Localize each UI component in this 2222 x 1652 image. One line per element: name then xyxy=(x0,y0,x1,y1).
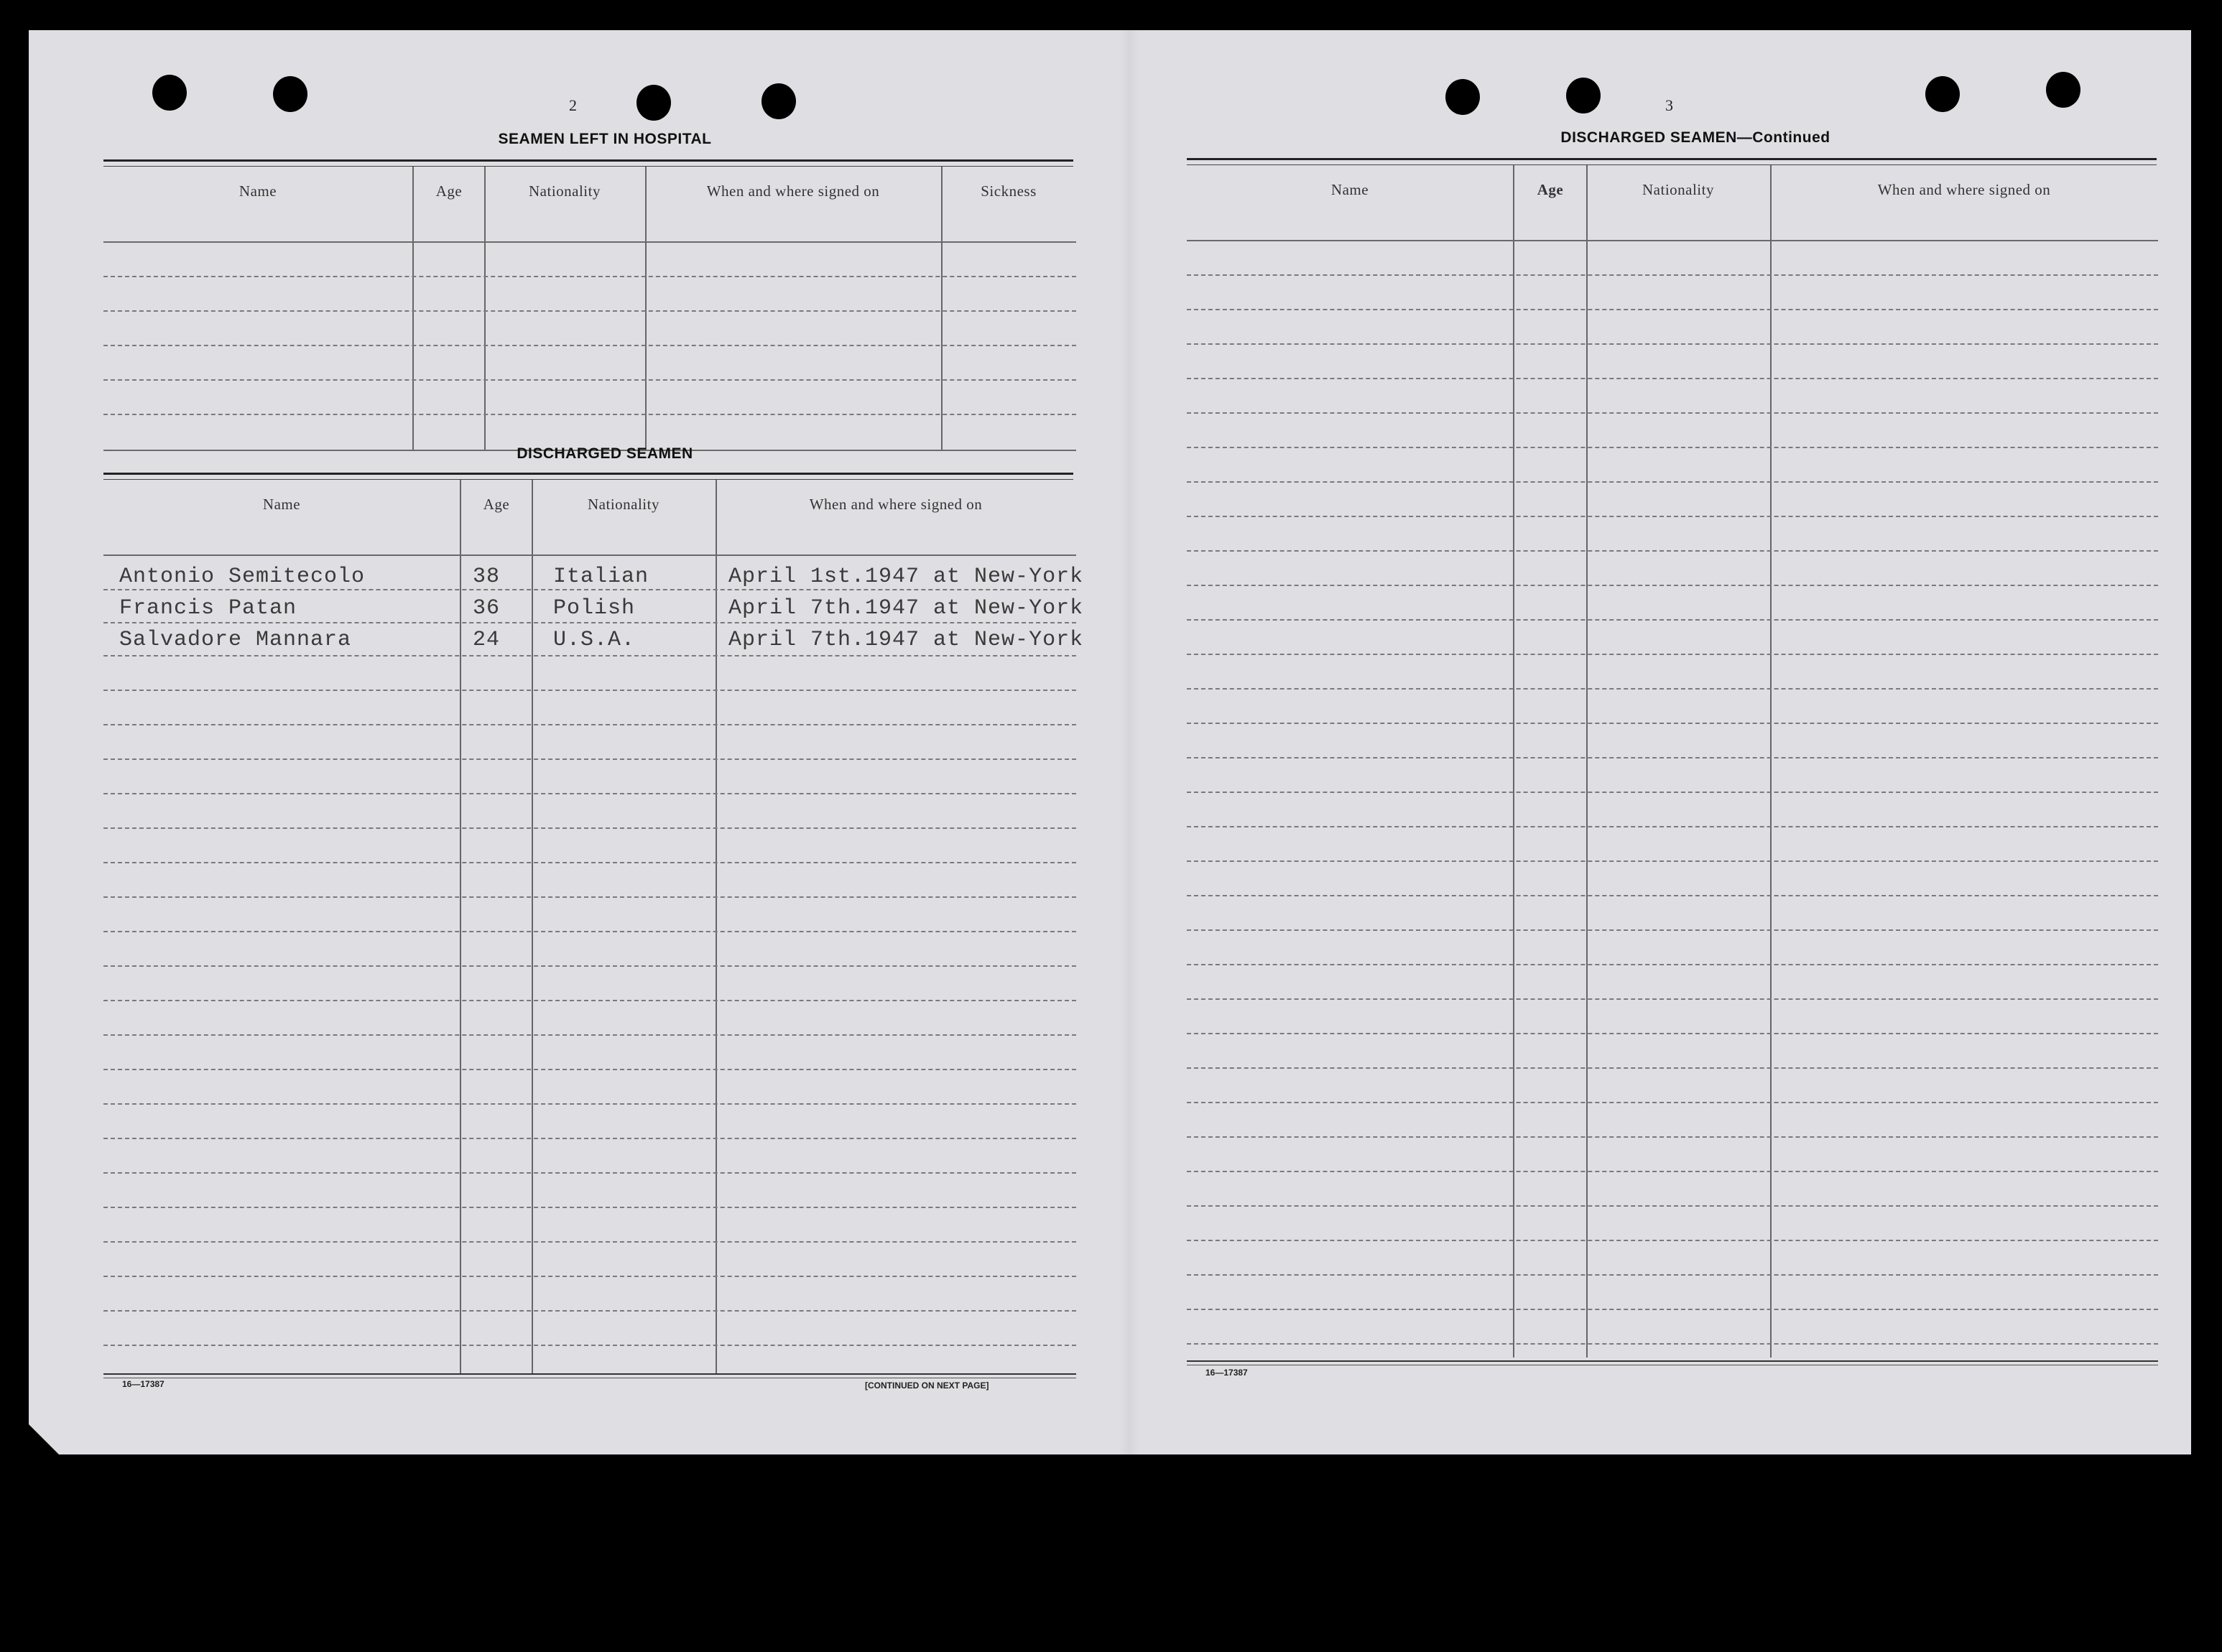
page-number-left: 2 xyxy=(569,96,577,114)
page-fold xyxy=(1119,30,1139,1454)
table-cell-age: 36 xyxy=(473,596,501,621)
row-line xyxy=(1187,964,2158,965)
col-header-signed-on: When and where signed on xyxy=(809,495,983,513)
discharged-continued-table xyxy=(1187,165,2158,1358)
page-number-right: 3 xyxy=(1665,96,1673,114)
punch-hole xyxy=(636,85,671,121)
row-line xyxy=(1187,1033,2158,1034)
row-line xyxy=(1187,274,2158,276)
form-number-right: 16—17387 xyxy=(1205,1368,1248,1378)
row-line xyxy=(1187,516,2158,517)
row-line xyxy=(103,1069,1076,1070)
table-cell-name: Antonio Semitecolo xyxy=(119,565,366,589)
row-line xyxy=(103,758,1076,760)
hospital-table xyxy=(103,167,1076,451)
row-line xyxy=(1187,792,2158,793)
punch-hole xyxy=(273,76,307,112)
table-cell-age: 38 xyxy=(473,565,501,589)
row-line xyxy=(103,1172,1076,1174)
row-line xyxy=(103,1276,1076,1277)
col-header-name: Name xyxy=(262,495,301,513)
row-line xyxy=(1187,1171,2158,1172)
row-line xyxy=(103,931,1076,932)
table-cell-signed-on: April 1st.1947 at New-York xyxy=(728,565,1084,589)
row-line xyxy=(1187,1136,2158,1138)
row-line xyxy=(1187,1205,2158,1207)
row-line xyxy=(1187,550,2158,552)
row-line xyxy=(1187,240,2158,241)
col-header-name: Name xyxy=(1330,180,1369,198)
row-line xyxy=(103,827,1076,829)
col-header-age: Age xyxy=(483,495,510,513)
header-rule xyxy=(1187,158,2157,165)
footer-rule xyxy=(1187,1360,2158,1365)
row-line xyxy=(103,379,1076,381)
row-line xyxy=(1187,929,2158,931)
row-line xyxy=(103,1000,1076,1001)
row-line xyxy=(1187,309,2158,310)
table-cell-nationality: Polish xyxy=(553,596,636,621)
row-line xyxy=(1187,378,2158,379)
row-line xyxy=(103,862,1076,863)
row-line xyxy=(1187,447,2158,448)
row-line xyxy=(1187,1067,2158,1069)
row-line xyxy=(103,896,1076,898)
row-line xyxy=(103,276,1076,277)
continued-note: [CONTINUED ON NEXT PAGE] xyxy=(865,1380,989,1391)
row-line xyxy=(1187,654,2158,655)
row-line xyxy=(103,1103,1076,1105)
row-line xyxy=(1187,412,2158,414)
row-line xyxy=(103,1034,1076,1036)
row-line xyxy=(103,965,1076,967)
row-line xyxy=(103,241,1076,243)
discharged-continued-suffix: —Continued xyxy=(1736,129,1830,146)
footer-rule xyxy=(103,1373,1076,1378)
column-divider xyxy=(941,167,943,451)
row-line xyxy=(1187,723,2158,724)
col-header-signed-on: When and where signed on xyxy=(1877,180,2051,198)
row-line xyxy=(1187,343,2158,345)
row-line xyxy=(103,1310,1076,1312)
column-divider xyxy=(716,480,717,1373)
table-cell-signed-on: April 7th.1947 at New-York xyxy=(728,596,1084,621)
discharged-continued-main: DISCHARGED SEAMEN xyxy=(1560,129,1737,146)
row-line xyxy=(103,690,1076,691)
punch-hole xyxy=(1566,78,1601,113)
discharged-table xyxy=(103,480,1084,1373)
table-cell-name: Salvadore Mannara xyxy=(119,628,352,652)
punch-hole xyxy=(152,75,187,111)
row-line xyxy=(1187,1240,2158,1241)
col-header-sickness: Sickness xyxy=(981,182,1037,200)
row-line xyxy=(103,1207,1076,1208)
row-line xyxy=(1187,585,2158,586)
header-rule xyxy=(103,473,1073,480)
punch-hole xyxy=(762,83,796,119)
row-line xyxy=(103,554,1076,556)
row-line xyxy=(1187,1274,2158,1276)
row-line xyxy=(1187,481,2158,483)
row-line xyxy=(103,414,1076,415)
table-cell-signed-on: April 7th.1947 at New-York xyxy=(728,628,1084,652)
row-line xyxy=(1187,619,2158,621)
row-line xyxy=(103,655,1076,656)
row-line xyxy=(1187,688,2158,690)
row-line xyxy=(103,793,1076,794)
column-divider xyxy=(532,480,533,1373)
col-header-signed-on: When and where signed on xyxy=(706,182,880,200)
document-sheet xyxy=(29,30,2191,1454)
column-divider xyxy=(484,167,486,451)
hospital-section-title: SEAMEN LEFT IN HOSPITAL xyxy=(498,131,712,147)
row-line xyxy=(1187,1309,2158,1310)
col-header-age: Age xyxy=(435,182,463,200)
column-divider xyxy=(412,167,414,451)
col-header-age: Age xyxy=(1537,180,1564,198)
col-header-nationality: Nationality xyxy=(588,495,659,513)
punch-hole xyxy=(1925,76,1960,112)
table-cell-nationality: Italian xyxy=(553,565,649,589)
column-divider xyxy=(645,167,647,451)
row-line xyxy=(103,310,1076,312)
column-divider xyxy=(460,480,461,1373)
discharged-section-title: DISCHARGED SEAMEN xyxy=(517,445,693,462)
header-rule xyxy=(103,159,1073,167)
col-header-nationality: Nationality xyxy=(1642,180,1714,198)
row-line xyxy=(103,622,1076,623)
row-line xyxy=(103,589,1076,590)
row-line xyxy=(103,724,1076,725)
torn-corner xyxy=(29,1424,59,1454)
row-line xyxy=(103,1345,1076,1346)
row-line xyxy=(1187,1343,2158,1345)
col-header-nationality: Nationality xyxy=(529,182,601,200)
row-line xyxy=(1187,826,2158,827)
table-cell-age: 24 xyxy=(473,628,501,652)
col-header-name: Name xyxy=(239,182,277,200)
row-line xyxy=(103,345,1076,346)
row-line xyxy=(103,1241,1076,1243)
row-line xyxy=(1187,860,2158,862)
form-number-left: 16—17387 xyxy=(122,1379,165,1389)
row-line xyxy=(103,1138,1076,1139)
row-line xyxy=(1187,1102,2158,1103)
punch-hole xyxy=(1445,79,1480,115)
row-line xyxy=(1187,998,2158,1000)
discharged-continued-title xyxy=(1430,129,1961,147)
table-cell-name: Francis Patan xyxy=(119,596,297,621)
punch-hole xyxy=(2046,72,2080,108)
table-cell-nationality: U.S.A. xyxy=(553,628,636,652)
row-line xyxy=(1187,757,2158,758)
row-line xyxy=(1187,895,2158,896)
